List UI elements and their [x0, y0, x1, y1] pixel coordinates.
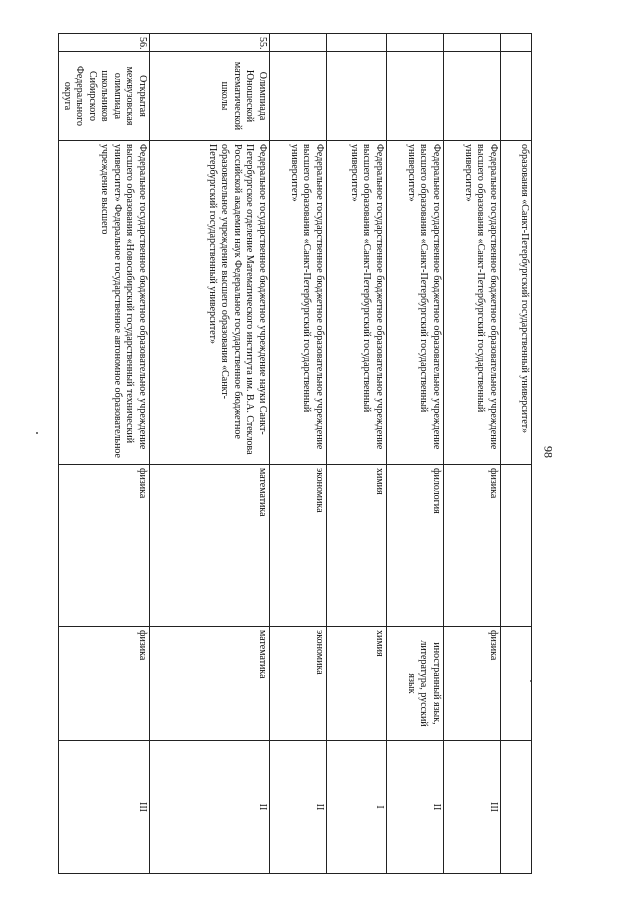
olympiad-level: II — [150, 741, 270, 874]
olympiad-name — [270, 52, 327, 141]
olympiad-level: III — [444, 741, 501, 874]
organizer: образования «Санкт-Петербургский государственный университет» — [501, 141, 532, 465]
organizer: Федеральное государственное бюджетное образовательное учреждение высшего образования «Санкт-Петербургский государственный университет» — [270, 141, 327, 465]
profile: физика — [59, 465, 150, 627]
profile: математика — [150, 465, 270, 627]
table-row — [387, 34, 444, 874]
olympiad-name — [387, 52, 444, 141]
scan-speck — [36, 432, 38, 434]
table-row — [270, 34, 327, 874]
table-row — [501, 34, 532, 874]
row-number — [270, 34, 327, 52]
olympiad-name — [327, 52, 387, 141]
olympiad-level: II — [270, 741, 327, 874]
row-number: 56. — [59, 34, 150, 52]
row-number — [387, 34, 444, 52]
olympiad-level: III — [59, 741, 150, 874]
row-number: 55. — [150, 34, 270, 52]
subject: иностранный язык, литература, русский язык — [387, 627, 444, 741]
subject: химия — [327, 627, 387, 741]
olympiad-name: Открытая межвузовская олимпиада школьников Сибирского Федерального округа — [59, 52, 150, 141]
subject: математика — [150, 627, 270, 741]
organizer: Федеральное государственное бюджетное образовательное учреждение высшего образования «Санкт-Петербургский государственный университет» — [327, 141, 387, 465]
organizer: Федеральное государственное бюджетное учреждение науки Санкт-Петербургское отделение Математического института им. В.А. Стеклова Российской академии наук Федеральное государственное бюджетное образовательное учреждение высшего образования «Санкт-Петербургский государственный университет» — [150, 141, 270, 465]
subject — [501, 627, 532, 741]
table-row — [59, 34, 150, 874]
olympiad-level: II — [387, 741, 444, 874]
olympiad-name — [444, 52, 501, 141]
row-number — [444, 34, 501, 52]
olympiad-table — [59, 33, 533, 874]
row-number — [501, 34, 532, 52]
table-row — [327, 34, 387, 874]
olympiad-name: Олимпиада Юношеской математической школы — [150, 52, 270, 141]
profile: химия — [327, 465, 387, 627]
profile — [501, 465, 532, 627]
olympiad-level: I — [327, 741, 387, 874]
page-number: 98 — [541, 446, 556, 458]
subject: экономика — [270, 627, 327, 741]
organizer: Федеральное государственное бюджетное образовательное учреждение высшего образования «Санкт-Петербургский государственный университет» — [444, 141, 501, 465]
organizer: Федеральное государственное бюджетное образовательное учреждение высшего образования «Новосибирский государственный технический университет» Федеральное государственное автономное образовательное учреждение высшего — [59, 141, 150, 465]
table-row — [444, 34, 501, 874]
table-row — [150, 34, 270, 874]
profile: экономика — [270, 465, 327, 627]
profile: физика — [444, 465, 501, 627]
organizer: Федеральное государственное бюджетное образовательное учреждение высшего образования «Санкт-Петербургский государственный университет» — [387, 141, 444, 465]
row-number — [327, 34, 387, 52]
olympiad-level — [501, 741, 532, 874]
subject: физика — [59, 627, 150, 741]
olympiad-name — [501, 52, 532, 141]
subject: физика — [444, 627, 501, 741]
profile: филология — [387, 465, 444, 627]
olympiad-table-region — [62, 33, 532, 873]
